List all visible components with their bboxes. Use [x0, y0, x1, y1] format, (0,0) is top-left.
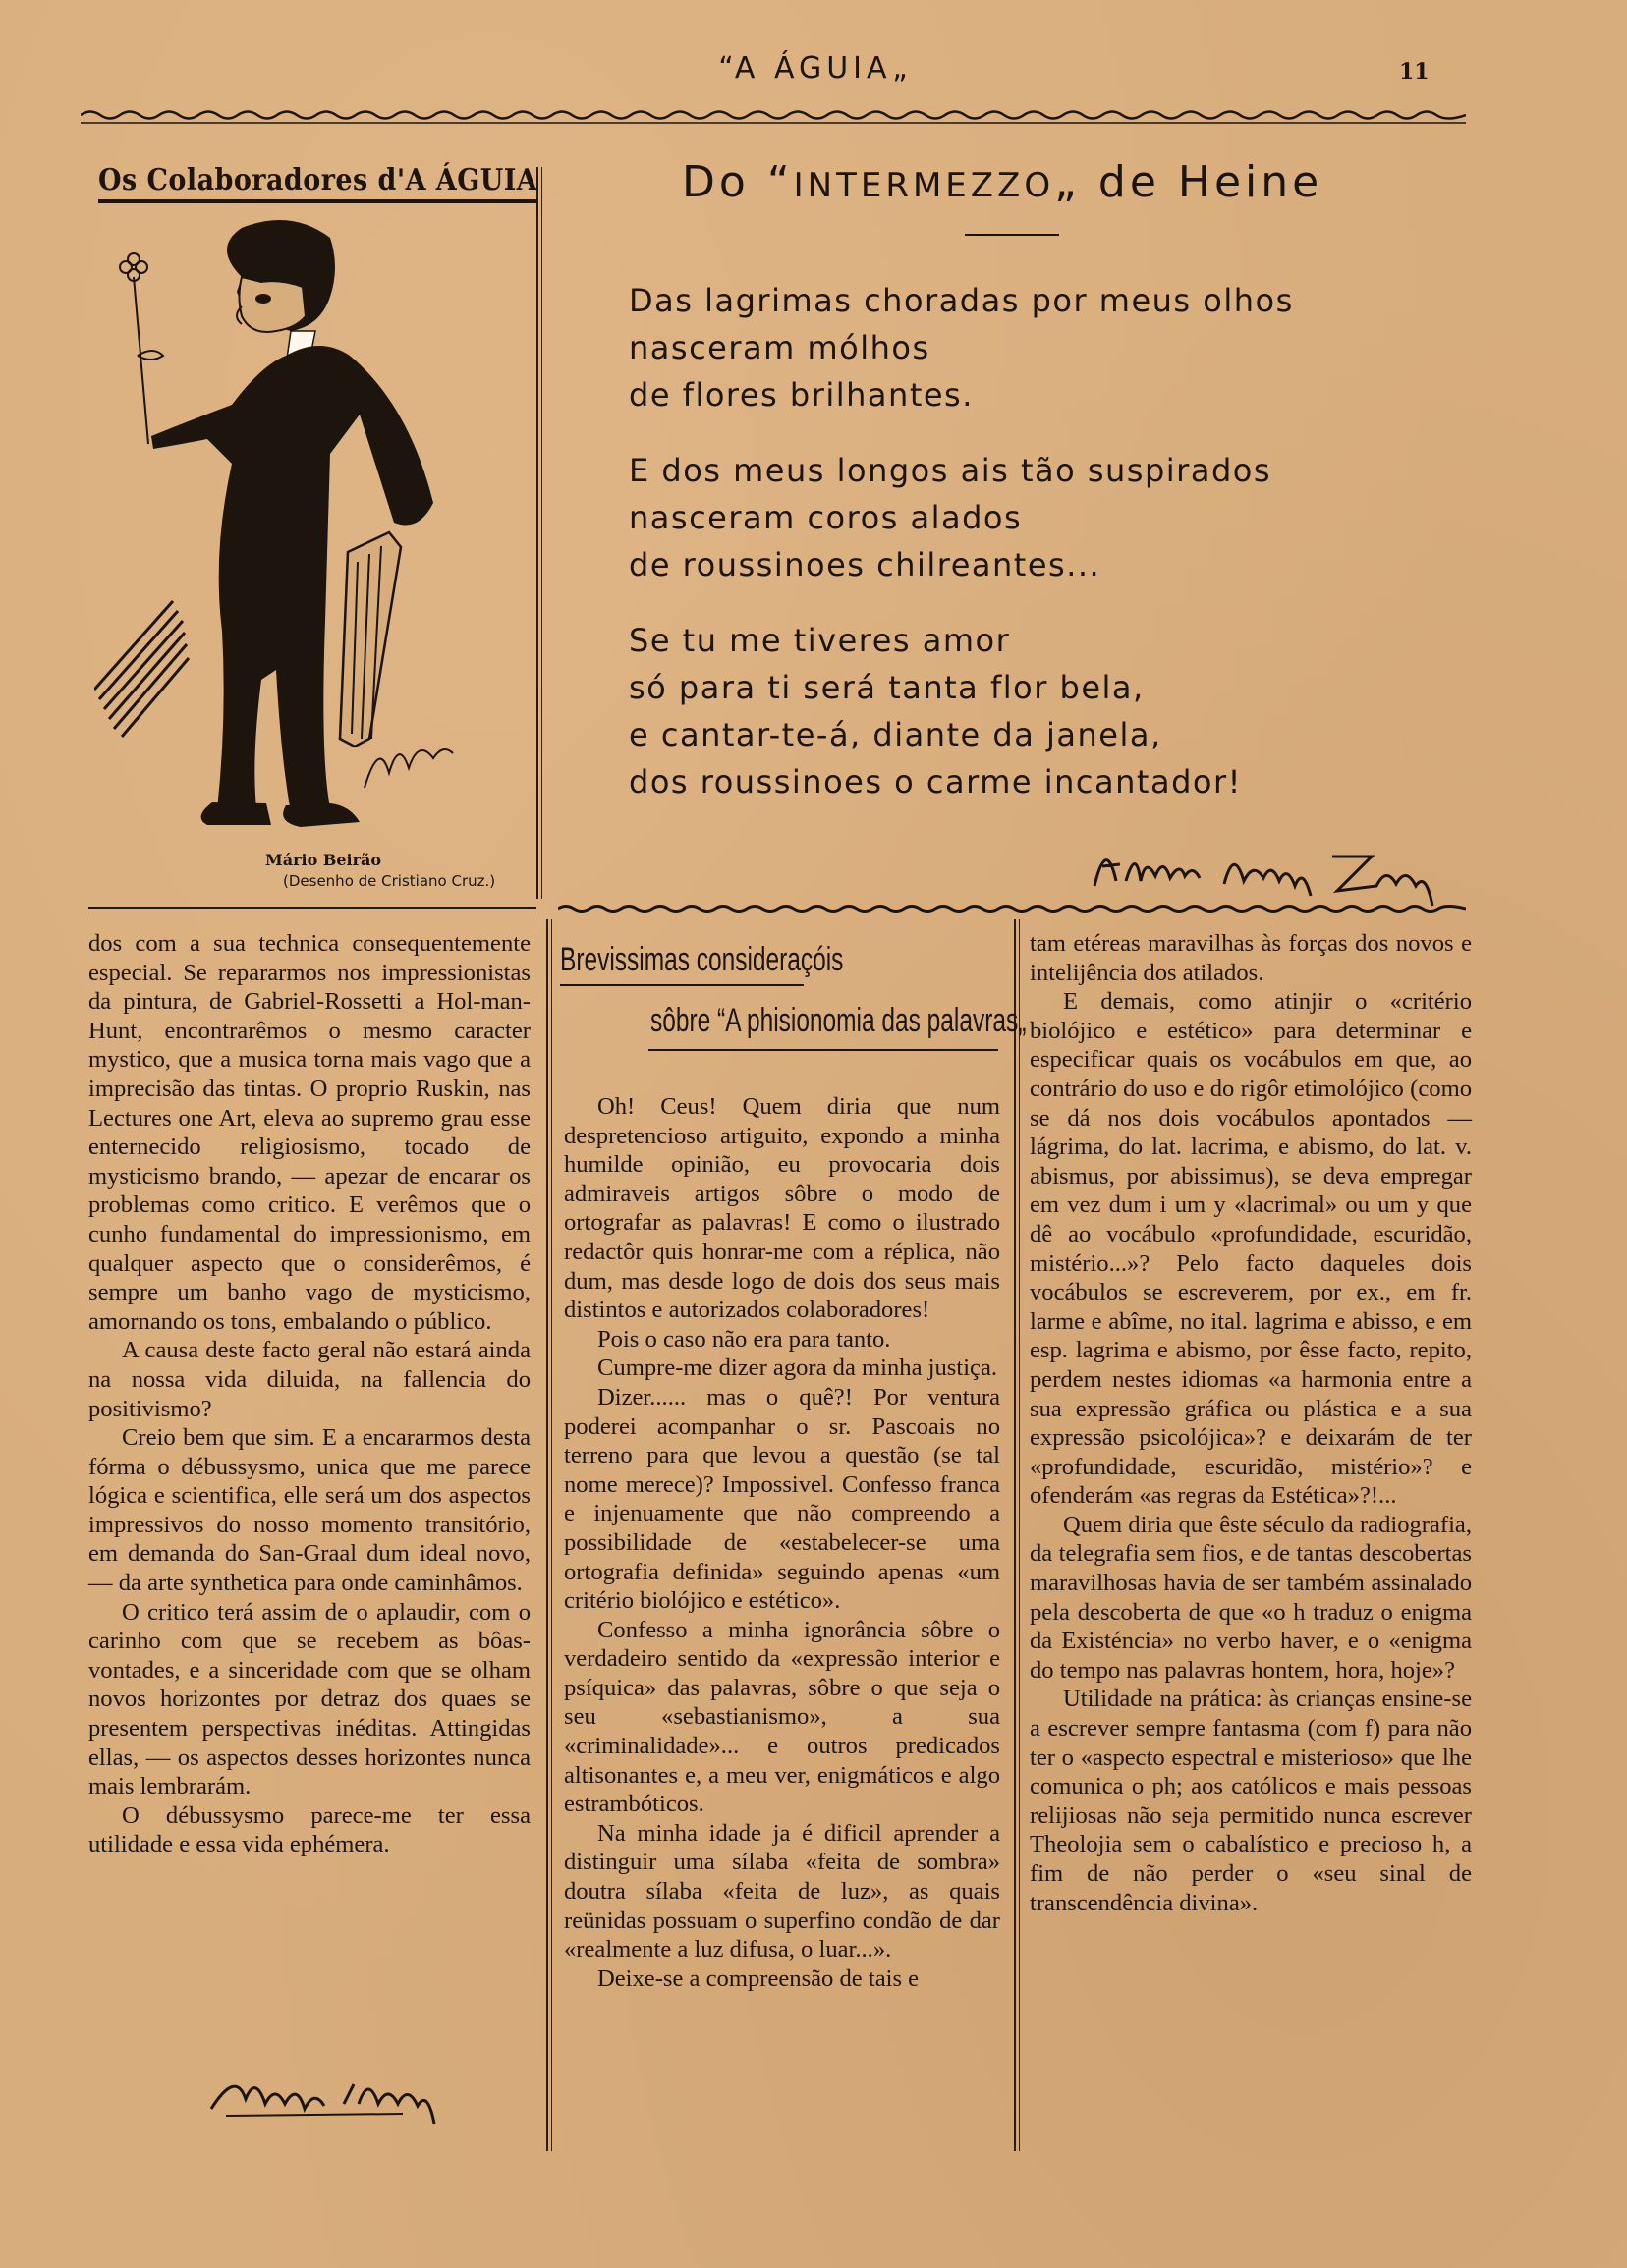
middle-column-text	[564, 1092, 1000, 1993]
article-heading-rule-2	[648, 1049, 998, 1051]
left-column-signature	[206, 2055, 501, 2133]
paragraph: Deixe-se a compreensão de tais e	[597, 1964, 920, 1992]
paragraph: Quem diria que êste século da radiografia, da telegrafia sem fios, e de tantas descobertas maravilhosas havia de ser também assinalado pela descoberta de que «o h traduz o enigma da Existéncia» no verbo haver, e o «enigma do tempo nas palavras hontem, hora, hoje»?	[1030, 1511, 1472, 1684]
portrait-drawing	[94, 208, 527, 847]
poem-title-quote-open: “	[766, 157, 794, 207]
poem-title-do: Do	[682, 157, 750, 207]
poem-title-intermezzo: INTERMEZZO	[793, 166, 1055, 205]
paragraph: Utilidade na prática: às crianças ensine-se a escrever sempre fantasma (com f) para não ter o «aspecto espectral e misterioso» que lhe comunica o ph; aos católicos e mais pessoas relijiosas não seja permitido nunca escrever Theolojia sem o cabalístico e precioso h, a fim de não perder o «seu sinal de transcendência divina».	[1030, 1686, 1472, 1916]
paragraph: Dizer...... mas o quê?! Por ventura poderei acompanhar o sr. Pascoais no terreno para que levou a questão (se tal nome merece)? Impossivel. Confesso franca e injenuamente que não compreendo a possibilidade de «estabelecer-se uma ortografia definida» seguindo apenas «um critério biolójico e estético».	[564, 1383, 1000, 1615]
portrait-caption-name: Mário Beirão	[265, 851, 382, 869]
paragraph: Pois o caso não era para tanto.	[597, 1325, 891, 1353]
poem-stanza	[629, 447, 1434, 588]
paragraph: dos com a sua technica consequentemente especial. Se repararmos nos impressionistas da pintura, de Gabriel-Rossetti a Hol-man-Hunt, encontrarêmos o mesmo caracter mystico, que a musica torna mais vago que a imprecisão das tintas. O proprio Ruskin, nas Lectures one Art, eleva ao supremo grau esse enternecido religiosismo, tocado de mysticismo brando, — apezar de encarar os problemas como critico. E verêmos que o cunho fundamental do impressionismo, em qualquer aspecto que o considerêmos, é sempre um banho vago de mysticismo, amornando os tons, embalando o público.	[88, 930, 531, 1335]
poem-line: de flores brilhantes.	[629, 376, 974, 414]
column-divider-top-2	[541, 167, 542, 899]
paragraph: tam etéreas maravilhas às forças dos novos e intelijência dos atilados.	[1030, 930, 1472, 986]
header-wavy-rule	[81, 104, 1466, 126]
poem-line: dos roussinoes o carme incantador!	[629, 763, 1242, 801]
poem-title-quote-close: „	[1054, 157, 1081, 207]
portrait-bottom-rule	[88, 907, 536, 909]
article-heading-line1: Brevissimas consideraçóis	[560, 941, 844, 978]
collaborators-title: Os Colaboradores d'A ÁGUIA	[98, 163, 537, 203]
paragraph: Na minha idade ja é dificil aprender a distinguir uma sílaba «feita de sombra» doutra sílaba «feita de luz», as quais reünidas possuam o superfino condão de dar «realmente a luz difusa, o luar...».	[564, 1819, 1000, 1964]
paragraph: Oh! Ceus! Quem diria que num despretencioso artiguito, expondo a minha humilde opinião, eu provocaria dois admiraveis artigos sôbre o modo de ortografar as palavras! E como o ilustrado redactôr quis honrar-me com a réplica, não dum, mas desde logo de dois dos seus mais distintos e autorizados colaboradores!	[564, 1093, 1000, 1324]
paragraph: E demais, como atinjir o «critério biolójico e estético» para determinar e especificar quais os vocábulos em que, ao contrário do uso e do rigôr etimolójico (como se dá nos dois vocábulos apontados — lágrima, do lat. lacrima, e abismo, do lat. v. abismus, por abissimus), se deva empregar em vez dum i um y «lacrimal» ou um y que dê ao vocábulo «profundidade, escuridão, mistério...»? Pelo facto daqueles dois vocábulos se escreverem, por ex., em fr. larme e abîme, no ital. lagrima e abisso, e em esp. lagrima e abismo, por êsse facto, repito, perdem nestes idiomas «a harmonia entre a sua expressão gráfica ou plástica e a sua expressão psicolójica»? e deixarám de ter «profundidade, escuridão, mistério»? e ofenderám «as regras da Estética»?!...	[1030, 988, 1472, 1510]
poem-line: Das lagrimas choradas por meus olhos	[629, 282, 1294, 319]
poem-stanza	[629, 617, 1434, 805]
poem-line: Se tu me tiveres amor	[629, 622, 1011, 659]
article-heading-rule-1	[560, 984, 804, 986]
poem-author-signature	[1087, 827, 1460, 915]
poem-line: E dos meus longos ais tão suspirados	[629, 452, 1271, 489]
paragraph: Cumpre-me dizer agora da minha justiça.	[597, 1355, 998, 1382]
paragraph: Confesso a minha ignorância sôbre o verdadeiro sentido da «expressão interior e psíquica» das palavras, sôbre o que seja o seu «sebastianismo», a sua «criminalidade»... e outros predicados altisonantes e, a meu ver, enigmáticos e algo estrambóticos.	[564, 1616, 1000, 1818]
poem-stanza	[629, 277, 1434, 418]
poem-line: de roussinoes chilreantes...	[629, 546, 1101, 583]
poem-line: só para ti será tanta flor bela,	[629, 669, 1145, 706]
left-column-text	[88, 929, 531, 1859]
portrait-caption-credit: (Desenho de Cristiano Cruz.)	[283, 872, 496, 890]
column-divider-top	[536, 167, 538, 899]
right-column-text	[1030, 929, 1472, 1917]
journal-title: “A ÁGUIA„	[718, 51, 913, 85]
paragraph: Creio bem que sim. E a encararmos desta fórma o débussysmo, unica que me parece lógica e scientifica, elle será um dos aspectos impressivos do nosso momento transitório, em demanda do San-Graal dum ideal novo, — da arte synthetica para onde caminhâmos.	[88, 1424, 531, 1597]
column-divider-left-2	[551, 919, 552, 2151]
paragraph: A causa deste facto geral não estará ainda na nossa vida diluida, na fallencia do positivismo?	[88, 1337, 531, 1422]
poem-title	[682, 157, 1322, 207]
paragraph: O critico terá assim de o aplaudir, com o carinho com que se recebem as bôas-vontades, e a sinceridade com que se olham novos horizontes por detraz dos quaes se presentem perspectivas inéditas. Attingidas ellas, — os aspectos desses horizontes nunca mais lembrarám.	[88, 1598, 531, 1800]
poem-line: nasceram mólhos	[629, 329, 930, 366]
column-divider-right-2	[1019, 919, 1020, 2151]
poem-body	[629, 277, 1434, 834]
poem-line: e cantar-te-á, diante da janela,	[629, 716, 1162, 753]
poem-title-rest: de Heine	[1080, 157, 1323, 207]
column-divider-right	[1014, 919, 1016, 2151]
poem-title-dash	[965, 234, 1059, 236]
article-heading-line2: sôbre “A phisionomia das palavras„	[650, 1002, 1027, 1039]
poem-line: nasceram coros alados	[629, 499, 1023, 536]
paragraph: O débussysmo parece-me ter essa utilidade e essa vida ephémera.	[88, 1801, 531, 1858]
page-number: 11	[1399, 59, 1430, 84]
column-divider-left	[546, 919, 548, 2151]
